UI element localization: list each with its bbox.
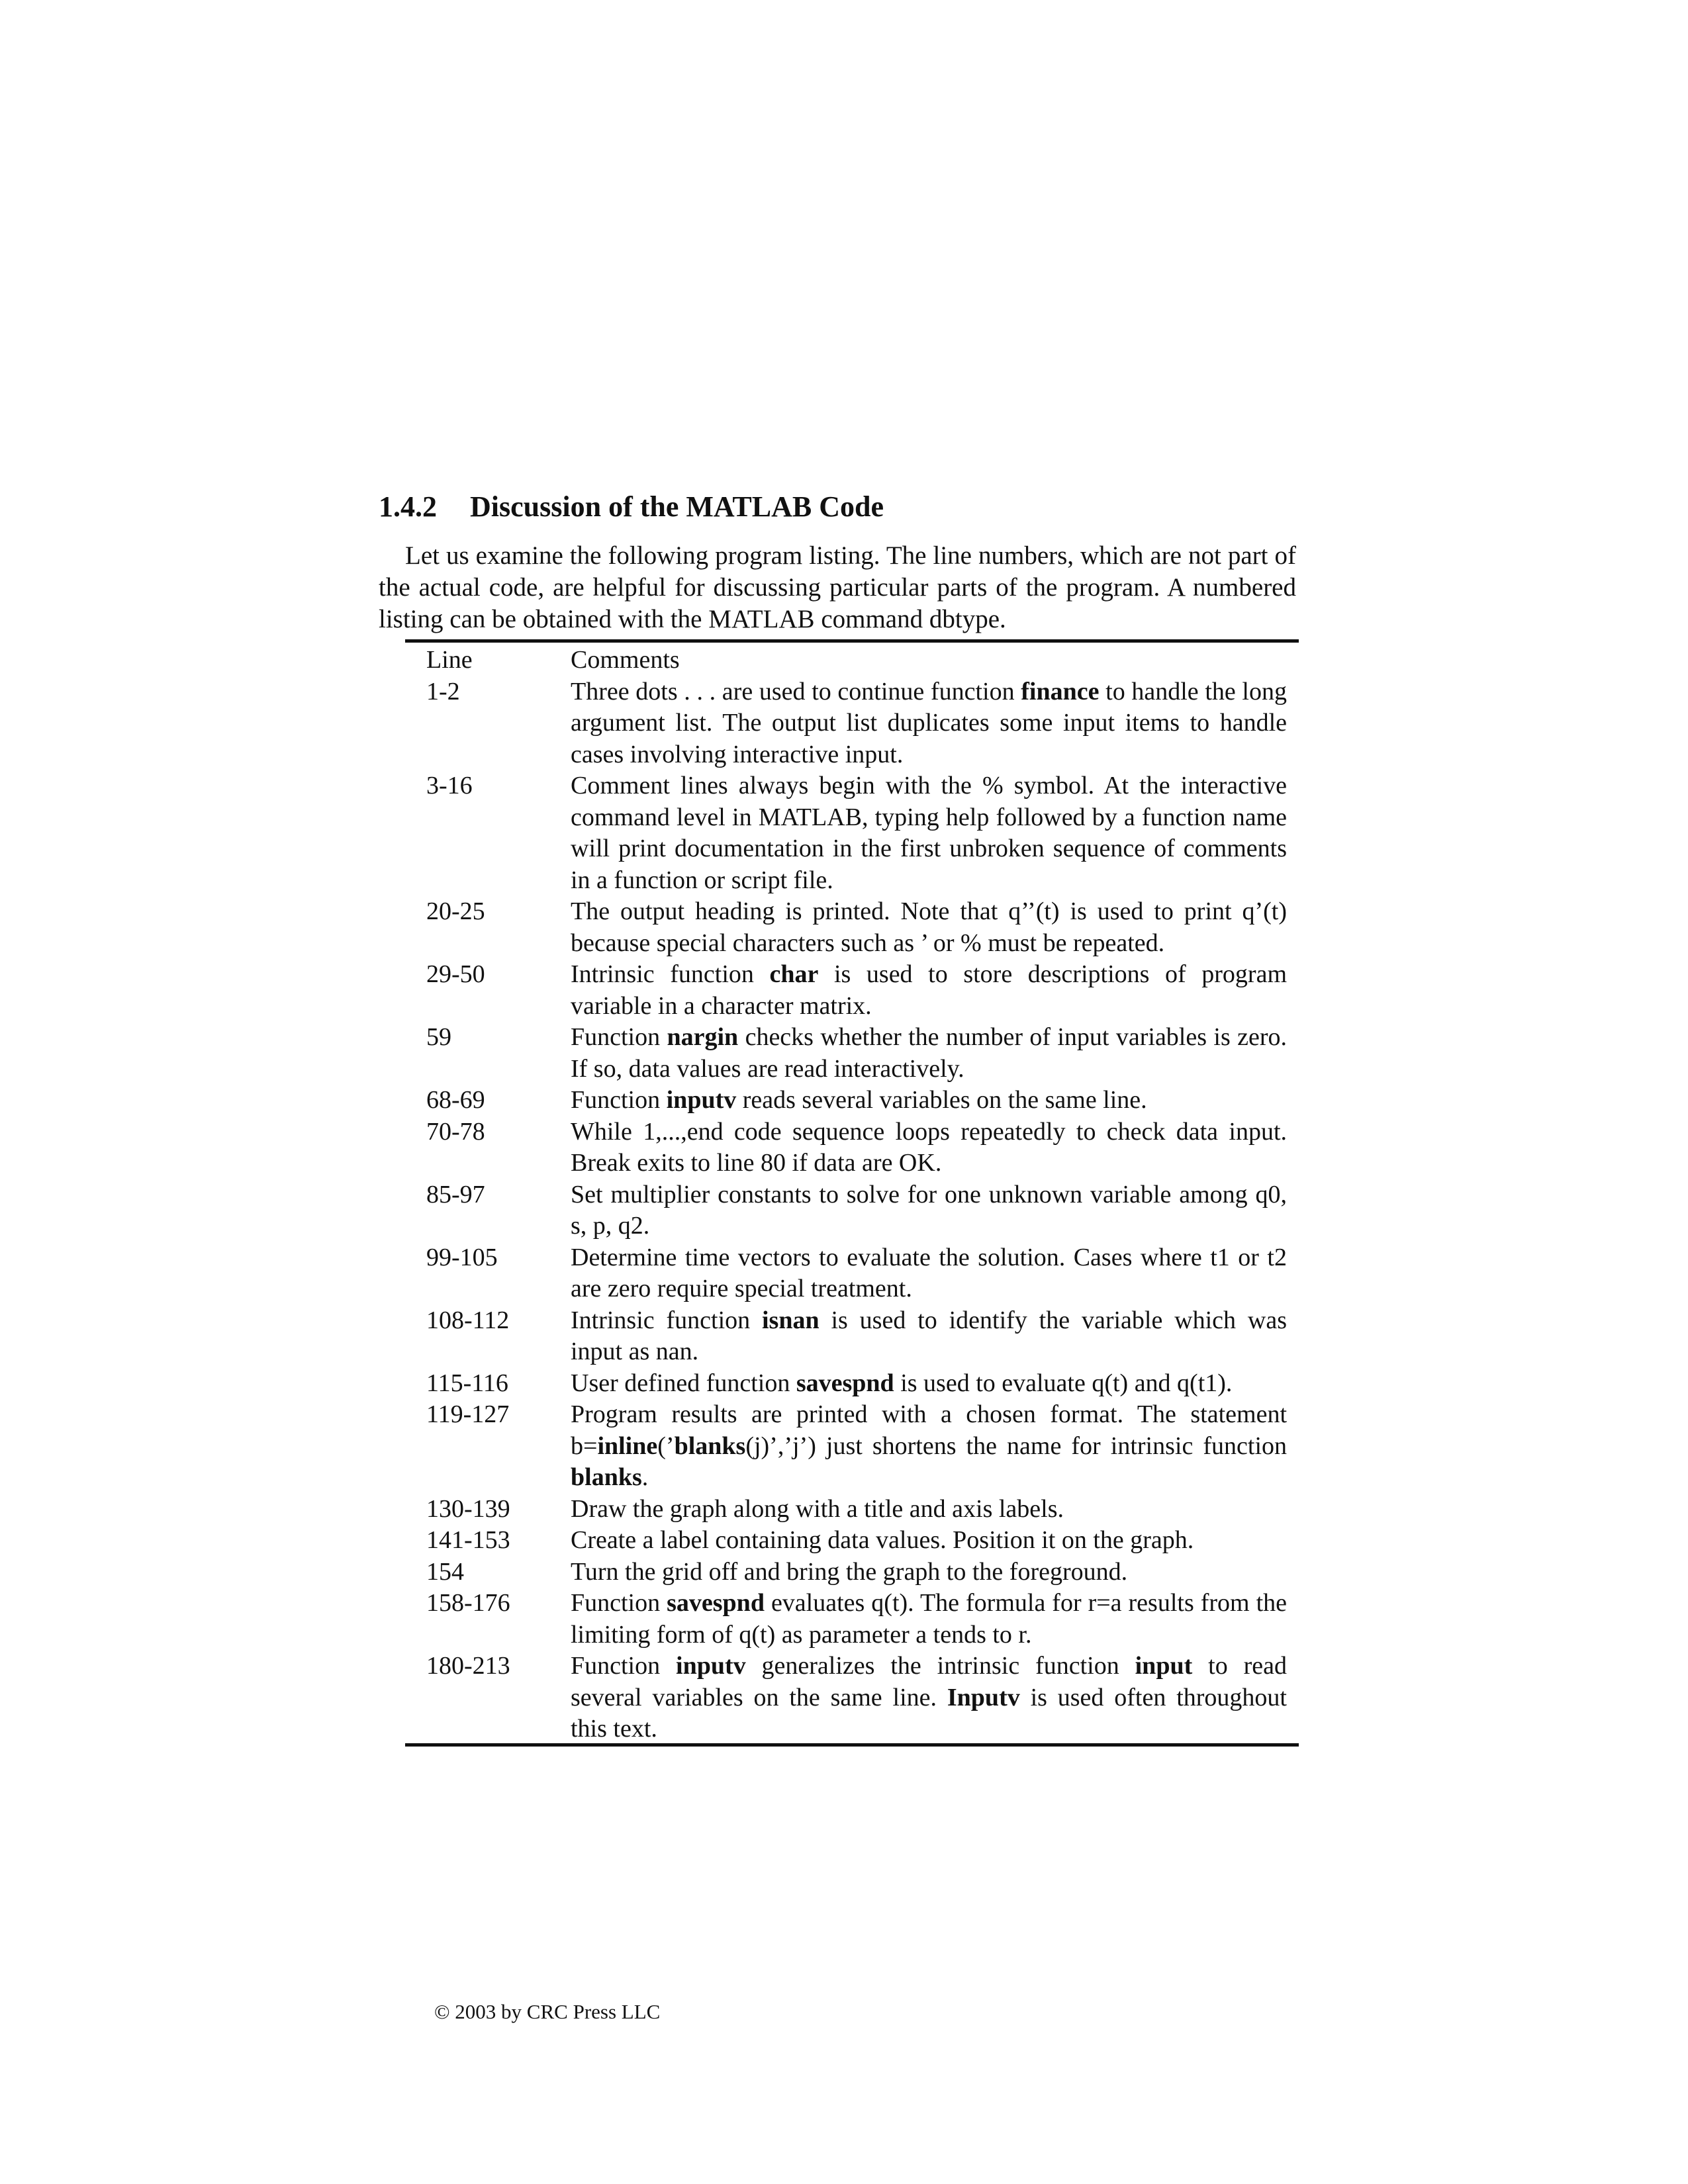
comment-text: Comment lines always begin with the % symbol. At the interactive command level in MATLAB, typing help followed by a function name will print documentation in the first unbroken sequence of comments in a function or script file. [571,772,1287,894]
row-comment [571,1557,1287,1588]
comment-text: generalizes the intrinsic function [745,1652,1135,1680]
table-row [426,1588,1287,1651]
section-number: 1.4.2 [379,490,437,523]
row-line-range: 85-97 [426,1180,485,1208]
table-row [426,1022,1287,1085]
comment-text: Function [571,1023,667,1051]
comment-keyword: Inputv [947,1683,1020,1711]
row-line-range: 68-69 [426,1086,485,1114]
table-row [426,770,1287,896]
row-line-range: 108-112 [426,1306,510,1334]
copyright-footer: © 2003 by CRC Press LLC [434,2000,661,2023]
comment-text: is used often throughout this text. [571,1683,1287,1743]
row-line-range: 70-78 [426,1117,485,1146]
header-comments: Comments [571,646,680,674]
comment-keyword: input [1135,1652,1193,1680]
comment-text: (j)’,’j’) just shortens the name for intrinsic function [745,1432,1287,1460]
comment-text: While 1,...,end code sequence loops repeatedly to check data input. Break exits to line 80 if data are OK. [571,1117,1287,1177]
table-row [426,959,1287,1022]
table-row [426,1305,1287,1368]
table-row [426,676,1287,771]
comment-text: (’ [657,1432,675,1460]
row-line-range: 119-127 [426,1400,510,1428]
comment-keyword: char [769,960,819,988]
table-row [426,1368,1287,1400]
comment-text: is used to identify the variable which was input as nan. [571,1306,1287,1365]
comment-text: Function [571,1652,677,1680]
row-comment [571,1305,1287,1368]
row-comment [571,1651,1287,1745]
row-line-range: 154 [426,1557,464,1586]
comment-text: Determine time vectors to evaluate the solution. Cases where t1 or t2 are zero require special treatment. [571,1243,1287,1302]
comment-text: Program results are printed with a chosen format. The statement b= [571,1400,1287,1460]
row-line-range: 1-2 [426,677,460,705]
comment-text: Function [571,1589,667,1617]
table-row [426,1494,1287,1525]
comment-keyword: inputv [676,1652,746,1680]
row-comment [571,1242,1287,1305]
comment-keyword: inputv [666,1086,737,1114]
section-heading [379,488,884,525]
intro-paragraph: Let us examine the following program listing. The line numbers, which are not part of the actual code, are helpful for discussing particular parts of the program. A numbered listing can be obtained with the MATLAB command dbtype. [379,541,1296,633]
comment-keyword: blanks [674,1432,746,1460]
row-comment [571,896,1287,959]
table-top-rule [405,639,1299,643]
comment-keyword: isnan [762,1306,820,1334]
table-body [426,676,1287,1745]
row-comment [571,1525,1287,1557]
row-comment [571,1588,1287,1651]
comment-text: Create a label containing data values. Position it on the graph. [571,1526,1194,1554]
table-header-row [426,645,1287,676]
table-row [426,1399,1287,1494]
table-row [426,1179,1287,1242]
comment-text: Function [571,1086,667,1114]
comment-keyword: blanks [571,1463,642,1491]
comment-keyword: inline [597,1432,658,1460]
line-comments-table [426,645,1287,1745]
row-comment [571,1399,1287,1494]
row-comment [571,959,1287,1022]
comment-keyword: finance [1021,677,1100,705]
comment-text: Turn the grid off and bring the graph to the foreground. [571,1557,1128,1586]
row-line-range: 3-16 [426,772,473,799]
row-line-range: 99-105 [426,1243,498,1271]
comment-text: Intrinsic function [571,1306,762,1334]
table-row [426,1116,1287,1179]
row-comment [571,770,1287,896]
header-line: Line [426,646,473,674]
comment-text: evaluates q(t). The formula for r=a results from the limiting form of q(t) as parameter a tends to r. [571,1589,1287,1649]
comment-keyword: savespnd [796,1369,894,1397]
row-line-range: 130-139 [426,1494,510,1523]
comment-text: Three dots . . . are used to continue function [571,677,1021,705]
comment-text: Set multiplier constants to solve for one unknown variable among q0, s, p, q2. [571,1180,1287,1240]
comment-text: The output heading is printed. Note that q’’(t) is used to print q’(t) because special characters such as ’ or % must be repeated. [571,897,1287,957]
comment-text: checks whether the number of input variables is zero. If so, data values are read interactively. [571,1023,1287,1083]
row-line-range: 59 [426,1023,451,1051]
comment-text: . [641,1463,649,1491]
comment-text: Intrinsic function [571,960,770,988]
table-row [426,896,1287,959]
table-row [426,1651,1287,1745]
table-row [426,1557,1287,1588]
row-comment [571,1494,1287,1525]
comment-text: is used to evaluate q(t) and q(t1). [894,1369,1233,1397]
comment-text: reads several variables on the same line. [736,1086,1147,1114]
row-line-range: 115-116 [426,1369,508,1397]
row-comment [571,676,1287,771]
row-line-range: 141-153 [426,1526,510,1554]
comment-text: is used to store descriptions of program variable in a character matrix. [571,960,1287,1020]
comment-keyword: nargin [667,1023,739,1051]
comment-text: User defined function [571,1369,796,1397]
row-comment [571,1116,1287,1179]
row-line-range: 20-25 [426,897,485,925]
table-row [426,1525,1287,1557]
table-row [426,1242,1287,1305]
row-line-range: 180-213 [426,1652,510,1680]
comment-text: Draw the graph along with a title and axis labels. [571,1494,1064,1523]
section-title: Discussion of the MATLAB Code [470,490,884,523]
table-bottom-rule [405,1743,1299,1747]
row-comment [571,1368,1287,1400]
row-comment [571,1179,1287,1242]
row-comment [571,1085,1287,1116]
row-line-range: 158-176 [426,1589,510,1617]
comment-keyword: savespnd [667,1589,765,1617]
comment-text: to read several variables on the same line. [571,1652,1287,1711]
row-comment [571,1022,1287,1085]
comment-text: to handle the long argument list. The output list duplicates some input items to handle cases involving interactive input. [571,677,1287,768]
row-line-range: 29-50 [426,960,485,988]
table-row [426,1085,1287,1116]
